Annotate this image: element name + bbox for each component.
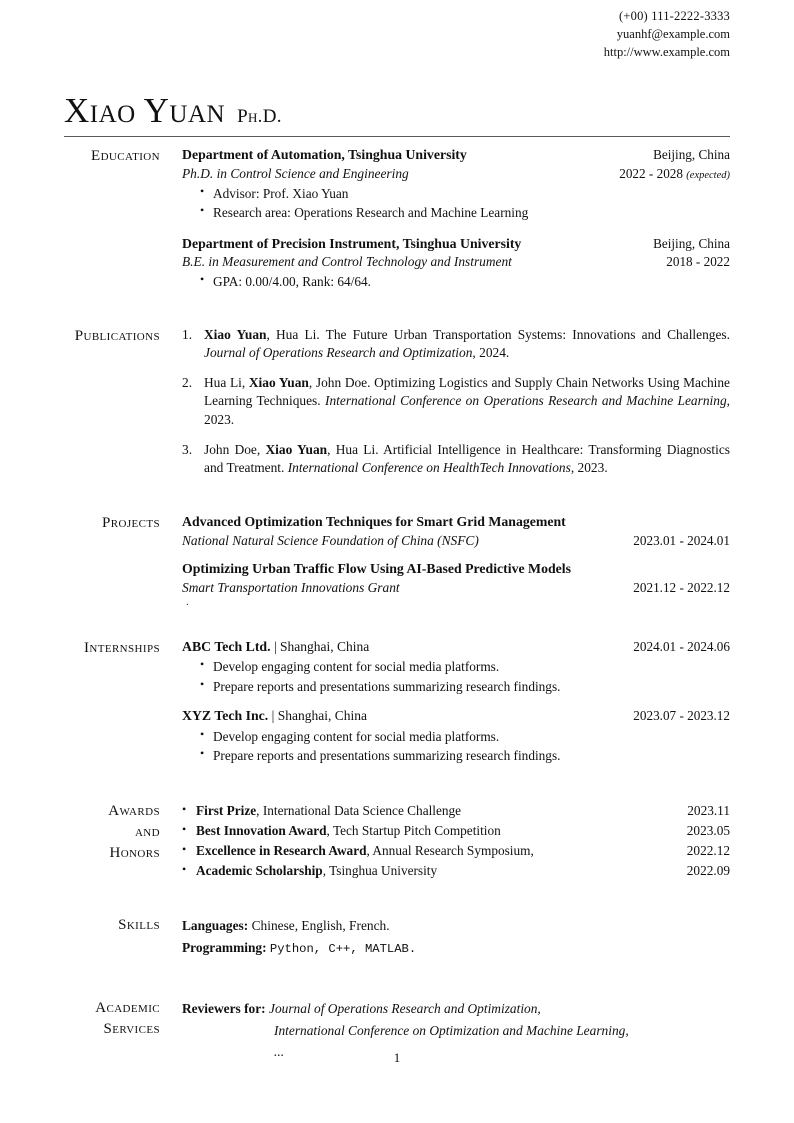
list-item: • Research area: Operations Research and Machine Learning — [200, 203, 730, 222]
education-entry-header — [182, 235, 730, 254]
section-label-awards-line3: Honors — [109, 845, 160, 862]
pub-venue: International Conference on HealthTech Innovations — [287, 460, 571, 476]
section-body-publications — [182, 326, 730, 478]
pub-author-self: Xiao Yuan — [248, 375, 309, 391]
contact-phone: (+00) 111-2222-3333 — [619, 9, 730, 23]
award-date: 2022.12 — [686, 842, 730, 858]
page-title: Xiao Yuan — [64, 91, 226, 130]
internship-separator: | — [271, 708, 275, 724]
project-title: Optimizing Urban Traffic Flow Using AI-Based Predictive Models — [182, 560, 571, 576]
pub-title: Artificial Intelligence in Healthcare: Transforming Diagnostics and Treatment. — [204, 441, 730, 476]
project-title: Advanced Optimization Techniques for Smart Grid Management — [182, 514, 566, 530]
pub-venue: Journal of Operations Research and Optimization — [204, 344, 473, 360]
section-label-services — [64, 998, 182, 1041]
list-item — [182, 841, 730, 861]
section-label-education: Education — [91, 148, 160, 164]
list-item — [182, 821, 730, 841]
spacer — [182, 223, 730, 235]
internship-dates: 2023.07 - 2023.12 — [633, 708, 730, 724]
skill-languages-key: Languages: — [182, 918, 249, 934]
skill-programming — [182, 937, 730, 960]
pub-year: , 2023. — [204, 393, 731, 427]
internship-location: Shanghai, China — [277, 708, 367, 724]
education-entry — [182, 146, 730, 223]
section-publications — [64, 326, 730, 478]
award-detail: , International Data Science Challenge — [256, 802, 462, 818]
project-dates: 2021.12 - 2022.12 — [633, 579, 730, 595]
section-label-services-line1: Academic — [95, 999, 160, 1016]
education-org: Department of Precision Instrument, Tsinghua University — [182, 235, 522, 251]
pub-title: Optimizing Logistics and Supply Chain Networks Using Machine Learning Techniques. — [204, 375, 730, 409]
spacer — [182, 550, 730, 560]
internship-bullets — [182, 657, 730, 696]
award-date: 2022.09 — [686, 863, 730, 879]
skill-languages — [182, 915, 730, 937]
stray-mark: . — [186, 595, 189, 608]
section-body-skills — [182, 915, 730, 959]
list-item: • Develop engaging content for social media platforms. — [200, 657, 730, 676]
education-dates: 2018 - 2022 — [666, 254, 730, 270]
pub-year: , 2024. — [472, 344, 510, 360]
education-entry — [182, 235, 730, 292]
award-title: First Prize — [196, 802, 257, 818]
publication-list — [182, 326, 730, 478]
education-location: Beijing, China — [653, 235, 730, 251]
section-label-internships: Internships — [83, 639, 160, 656]
services-first-row — [182, 998, 730, 1020]
award-text — [196, 841, 534, 861]
award-title: Academic Scholarship — [196, 863, 323, 879]
award-text — [196, 861, 437, 881]
list-item: • GPA: 0.00/4.00, Rank: 64/64. — [200, 272, 730, 291]
services-item: International Conference on Optimization and Machine Learning, — [274, 1022, 629, 1038]
education-bullets — [182, 184, 730, 223]
pub-authors-pre: John Doe, — [204, 441, 266, 457]
services-row — [182, 1020, 730, 1042]
list-item: • Prepare reports and presentations summarizing research findings. — [200, 677, 730, 696]
award-title: Excellence in Research Award — [196, 842, 367, 858]
project-entry — [182, 513, 730, 550]
contact-website[interactable]: http://www.example.com — [603, 44, 730, 59]
services-heading: Reviewers for: — [182, 1000, 266, 1016]
resume-sheet — [64, 0, 730, 1063]
award-title: Best Innovation Award — [196, 822, 327, 838]
project-meta — [182, 532, 730, 550]
header-divider — [64, 136, 730, 137]
section-label-awards — [64, 801, 182, 865]
section-label-awards-line2: and — [134, 823, 160, 840]
section-awards — [64, 801, 730, 882]
section-skills — [64, 915, 730, 959]
services-item: Journal of Operations Research and Optimization, — [269, 1000, 541, 1016]
resume-header — [64, 0, 730, 130]
page-number: 1 — [393, 1050, 401, 1065]
internship-entry — [182, 638, 730, 696]
list-item — [182, 801, 730, 821]
list-item — [182, 326, 730, 362]
section-label-skills: Skills — [118, 917, 160, 934]
education-dates-value: 2022 - 2028 — [619, 165, 683, 181]
project-entry — [182, 560, 730, 597]
internship-header — [182, 638, 730, 657]
education-dates — [619, 165, 730, 183]
award-text — [196, 801, 461, 821]
education-org: Department of Automation, Tsinghua University — [182, 147, 467, 162]
list-item: • Prepare reports and presentations summarizing research findings. — [200, 746, 730, 765]
section-internships — [64, 638, 730, 766]
list-item — [182, 374, 730, 429]
section-label-services-line2: Services — [103, 1021, 160, 1038]
award-text — [196, 821, 501, 841]
skill-programming-key: Programming: — [182, 940, 267, 956]
list-item — [182, 861, 730, 881]
section-body-projects — [182, 513, 730, 608]
award-detail: , Tech Startup Pitch Competition — [326, 822, 501, 838]
project-dates: 2023.01 - 2024.01 — [633, 532, 730, 548]
internship-location: Shanghai, China — [280, 638, 370, 654]
contact-email[interactable]: yuanhf@example.com — [616, 26, 730, 41]
internship-company-line — [182, 707, 379, 726]
section-projects — [64, 513, 730, 608]
internship-separator: | — [273, 638, 277, 654]
internship-bullets — [182, 727, 730, 766]
education-entry-subheader — [182, 253, 730, 271]
pub-authors-post: , John Doe. — [308, 375, 371, 391]
internship-company: ABC Tech Ltd. — [182, 638, 271, 654]
internship-header — [182, 707, 730, 726]
pub-venue: International Conference on Operations Research and Machine Learning — [325, 393, 727, 409]
education-entry-subheader — [182, 165, 730, 183]
education-location: Beijing, China — [653, 147, 730, 162]
project-funder: Smart Transportation Innovations Grant — [182, 579, 400, 595]
section-label-awards-line1: Awards — [108, 802, 160, 819]
pub-authors-post: , Hua Li. — [327, 441, 379, 457]
contact-block — [604, 8, 730, 61]
skill-programming-value: Python, C++, MATLAB. — [269, 942, 417, 957]
section-label-publications: Publications — [74, 327, 160, 344]
spacer — [182, 696, 730, 707]
project-funder: National Natural Science Foundation of China (NSFC) — [182, 532, 479, 548]
internship-company: XYZ Tech Inc. — [182, 708, 269, 724]
award-list — [182, 801, 730, 882]
award-detail: , Tsinghua University — [322, 863, 438, 879]
education-degree: Ph.D. in Control Science and Engineering — [182, 165, 409, 181]
services-item: ... — [274, 1044, 285, 1060]
section-body-internships — [182, 638, 730, 766]
list-item: • Advisor: Prof. Xiao Yuan — [200, 184, 730, 203]
degree-suffix: Ph.D. — [237, 106, 282, 127]
list-item — [182, 441, 730, 477]
pub-author-self: Xiao Yuan — [204, 326, 267, 342]
education-entry-header — [182, 146, 730, 165]
list-item: • Develop engaging content for social media platforms. — [200, 727, 730, 746]
education-bullets — [182, 272, 730, 291]
education-dates-note: (expected) — [686, 169, 730, 181]
pub-authors-post: , Hua Li. — [266, 326, 320, 342]
pub-title: The Future Urban Transportation Systems: Innovations and Challenges. — [319, 326, 730, 342]
name-block — [64, 93, 282, 128]
award-detail: , Annual Research Symposium, — [366, 842, 534, 858]
internship-dates: 2024.01 - 2024.06 — [633, 638, 730, 654]
section-body-education — [182, 146, 730, 292]
pub-year: , 2023. — [570, 460, 608, 476]
award-date: 2023.11 — [687, 802, 730, 818]
section-body-awards — [182, 801, 730, 882]
skill-languages-value: Chinese, English, French. — [251, 918, 390, 934]
pub-authors-pre: Hua Li, — [204, 375, 249, 391]
section-education — [64, 146, 730, 292]
section-label-projects: Projects — [102, 515, 160, 532]
award-date: 2023.05 — [686, 822, 730, 838]
pub-author-self: Xiao Yuan — [265, 441, 328, 457]
internship-entry — [182, 707, 730, 765]
internship-company-line — [182, 638, 381, 657]
education-degree: B.E. in Measurement and Control Technology and Instrument — [182, 254, 512, 270]
